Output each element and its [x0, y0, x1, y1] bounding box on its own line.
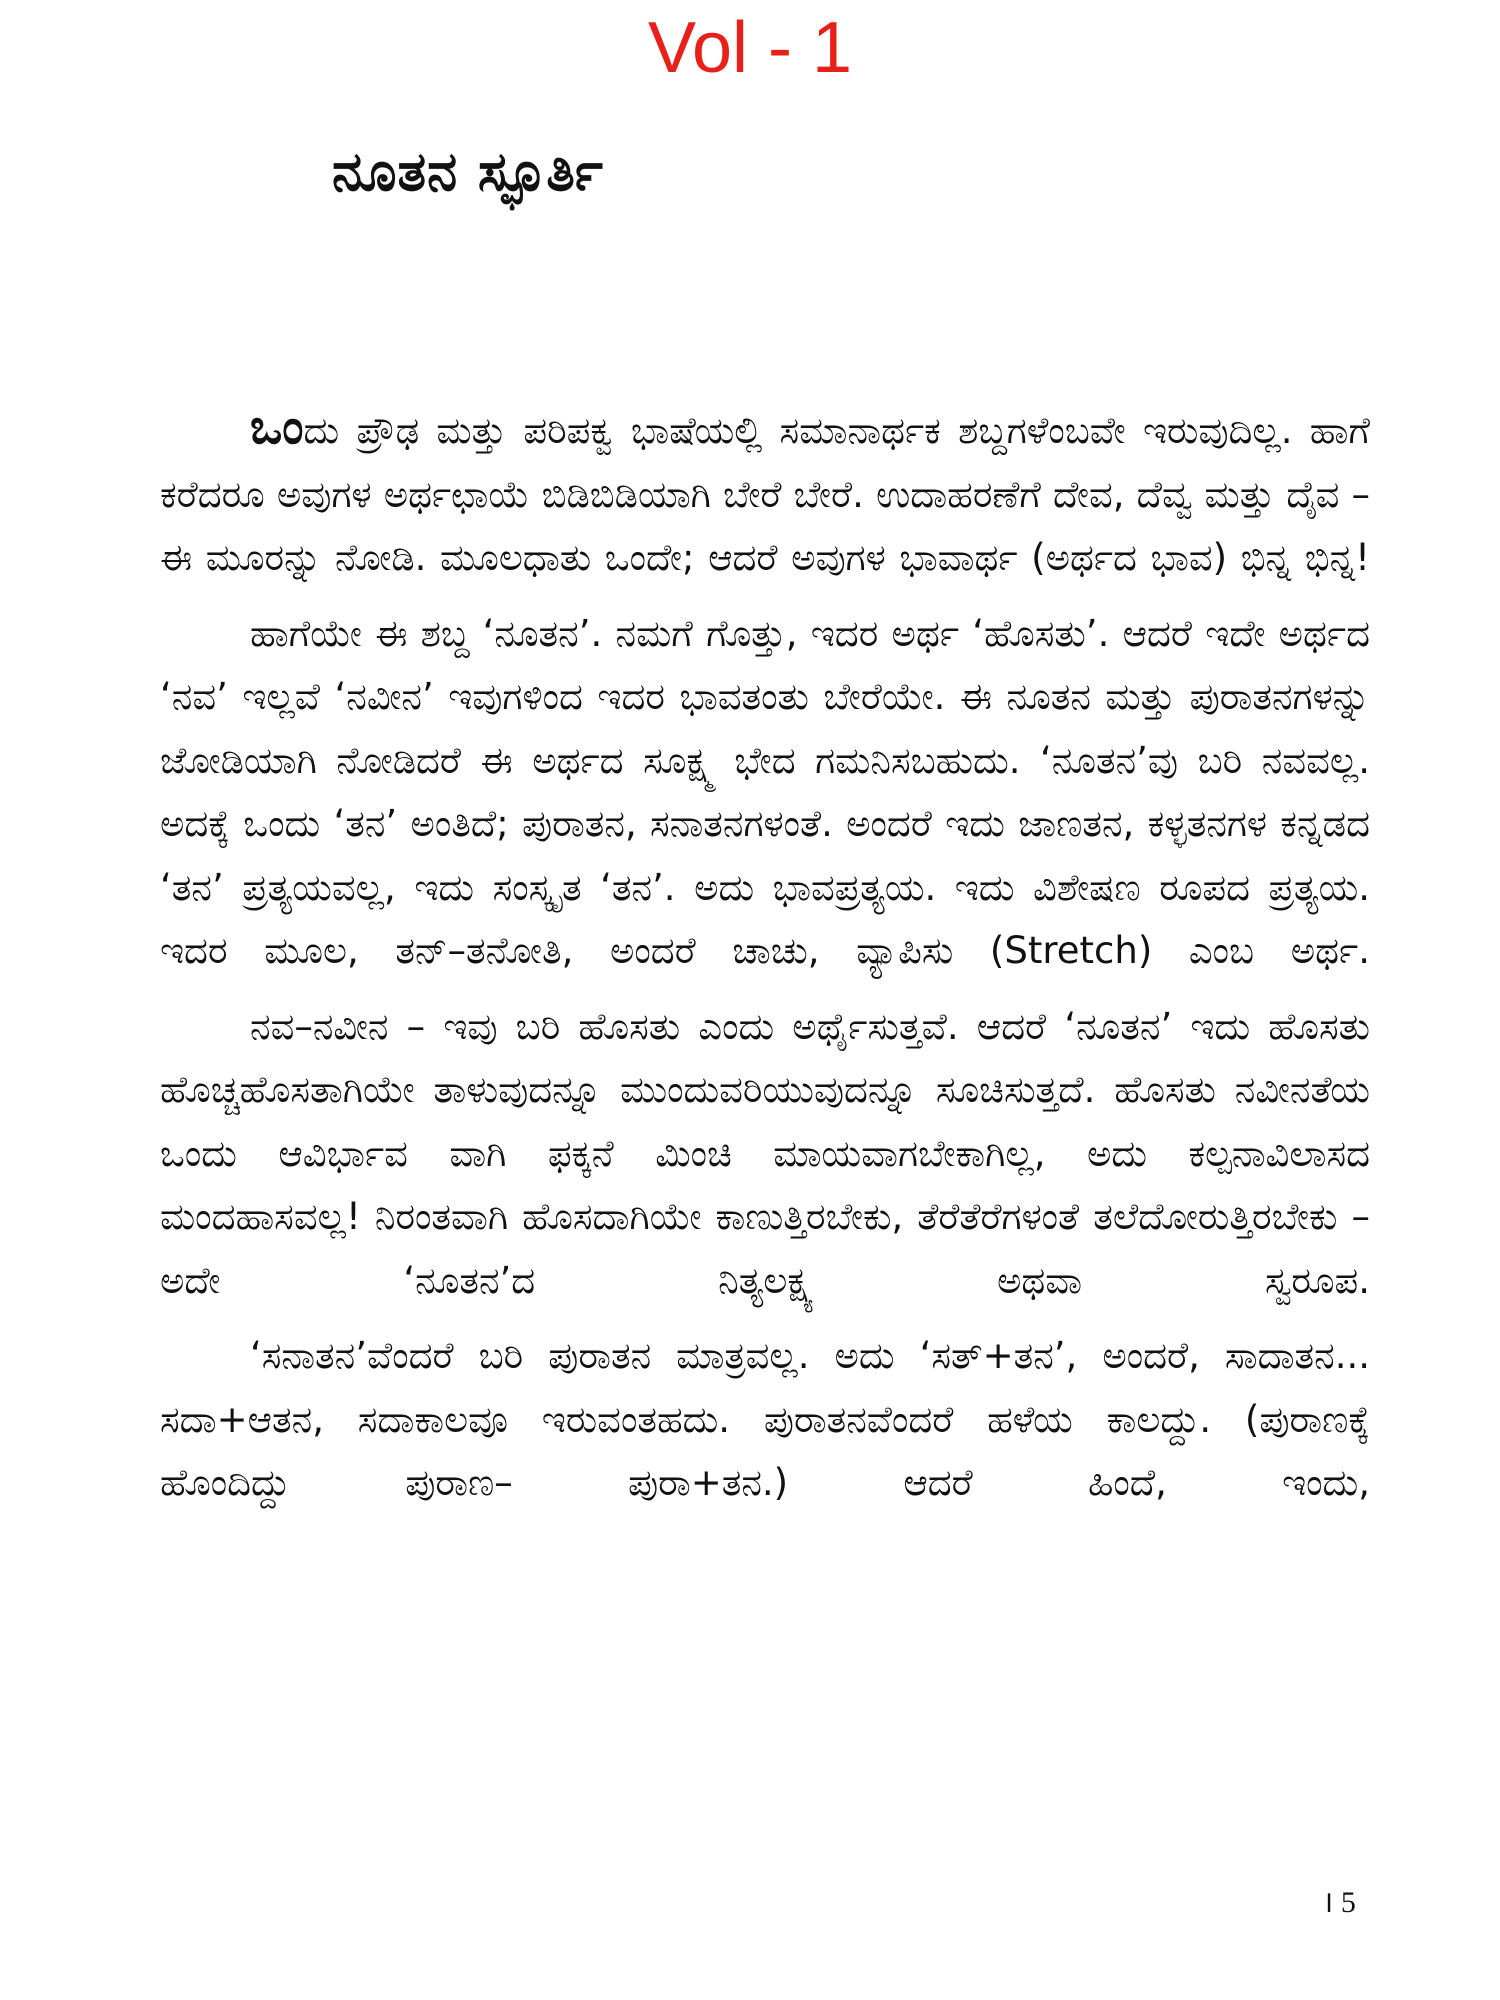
paragraph-1: [160, 396, 1370, 590]
paragraph-text: ಹಾಗೆಯೇ ಈ ಶಬ್ದ ‘ನೂತನ’. ನಮಗೆ ಗೊತ್ತು, ಇದರ ಅರ್ಥ ‘ಹೊಸತು’. ಆದರೆ ಇದೇ ಅರ್ಥದ ‘ನವ’ ಇಲ್ಲವೆ ‘ನವೀನ’ ಇವುಗಳಿಂದ ಇದರ ಭಾವತಂತು ಬೇರೆಯೇ. ಈ ನೂತನ ಮತ್ತು ಪುರಾತನಗಳನ್ನು ಜೋಡಿಯಾಗಿ ನೋಡಿದರೆ ಈ ಅರ್ಥದ ಸೂಕ್ಷ್ಮ ಭೇದ ಗಮನಿಸಬಹುದು. ‘ನೂತನ’ವು ಬರಿ ನವವಲ್ಲ. ಅದಕ್ಕೆ ಒಂದು ‘ತನ’ ಅಂತಿದೆ; ಪುರಾತನ, ಸನಾತನಗಳಂತೆ. ಅಂದರೆ ಇದು ಜಾಣತನ, ಕಳ್ಳತನಗಳ ಕನ್ನಡದ ‘ತನ’ ಪ್ರತ್ಯಯವಲ್ಲ, ಇದು ಸಂಸ್ಕೃತ ‘ತನ’. ಅದು ಭಾವಪ್ರತ್ಯಯ. ಇದು ವಿಶೇಷಣ ರೂಪದ ಪ್ರತ್ಯಯ. ಇದರ ಮೂಲ, ತನ್–ತನೋತಿ, ಅಂದರೆ ಚಾಚು, ವ್ಯಾಪಿಸು (Stretch) ಎಂಬ ಅರ್ಥ.: [160, 611, 1370, 972]
chapter-title: ನೂತನ ಸ್ಫೂರ್ತಿ: [332, 140, 604, 203]
paragraph-lead-word: ಒಂ: [250, 399, 304, 455]
paragraph-2: [160, 602, 1370, 983]
volume-label: Vol - 1: [647, 8, 853, 88]
paragraph-text: ‘ಸನಾತನ’ವೆಂದರೆ ಬರಿ ಪುರಾತನ ಮಾತ್ರವಲ್ಲ. ಅದು ‘ಸತ್+ತನ’, ಅಂದರೆ, ಸಾದಾತನ... ಸದಾ+ಆತನ, ಸದಾಕಾಲವೂ ಇರುವಂತಹದು. ಪುರಾತನವೆಂದರೆ ಹಳೆಯ ಕಾಲದ್ದು. (ಪುರಾಣಕ್ಕೆ ಹೊಂದಿದ್ದು ಪುರಾಣ– ಪುರಾ+ತನ.) ಆದರೆ ಹಿಂದೆ, ಇಂದು,: [160, 1334, 1370, 1504]
paragraph-text: ದು ಪ್ರೌಢ ಮತ್ತು ಪರಿಪಕ್ವ ಭಾಷೆಯಲ್ಲಿ ಸಮಾನಾರ್ಥಕ ಶಬ್ದಗಳೆಂಬವೇ ಇರುವುದಿಲ್ಲ. ಹಾಗೆ ಕರೆದರೂ ಅವುಗಳ ಅರ್ಥಛಾಯೆ ಬಿಡಿಬಿಡಿಯಾಗಿ ಬೇರೆ ಬೇರೆ. ಉದಾಹರಣೆಗೆ ದೇವ, ದೆವ್ವ ಮತ್ತು ದೈವ – ಈ ಮೂರನ್ನು ನೋಡಿ. ಮೂಲಧಾತು ಒಂದೇ; ಆದರೆ ಅವುಗಳ ಭಾವಾರ್ಥ (ಅರ್ಥದ ಭಾವ) ಭಿನ್ನ ಭಿನ್ನ!: [160, 409, 1370, 579]
page-number: । 5: [1322, 1886, 1356, 1919]
paragraph-4: [160, 1324, 1370, 1515]
body-text: [160, 396, 1370, 1527]
paragraph-text: ನವ–ನವೀನ – ಇವು ಬರಿ ಹೊಸತು ಎಂದು ಅರ್ಥೈಸುತ್ತವೆ. ಆದರೆ ‘ನೂತನ’ ಇದು ಹೊಸತು ಹೊಚ್ಚಹೊಸತಾಗಿಯೇ ತಾಳುವುದನ್ನೂ ಮುಂದುವರಿಯುವುದನ್ನೂ ಸೂಚಿಸುತ್ತದೆ. ಹೊಸತು ನವೀನತೆಯ ಒಂದು ಆವಿರ್ಭಾವ ವಾಗಿ ಫಕ್ಕನೆ ಮಿಂಚಿ ಮಾಯವಾಗಬೇಕಾಗಿಲ್ಲ, ಅದು ಕಲ್ಪನಾವಿಲಾಸದ ಮಂದಹಾಸವಲ್ಲ! ನಿರಂತವಾಗಿ ಹೊಸದಾಗಿಯೇ ಕಾಣುತ್ತಿರಬೇಕು, ತೆರೆತೆರೆಗಳಂತೆ ತಲೆದೋರುತ್ತಿರಬೇಕು – ಅದೇ ‘ನೂತನ’ದ ನಿತ್ಯಲಕ್ಷ್ಯ ಅಥವಾ ಸ್ವರೂಪ.: [160, 1004, 1370, 1302]
paragraph-3: [160, 995, 1370, 1313]
